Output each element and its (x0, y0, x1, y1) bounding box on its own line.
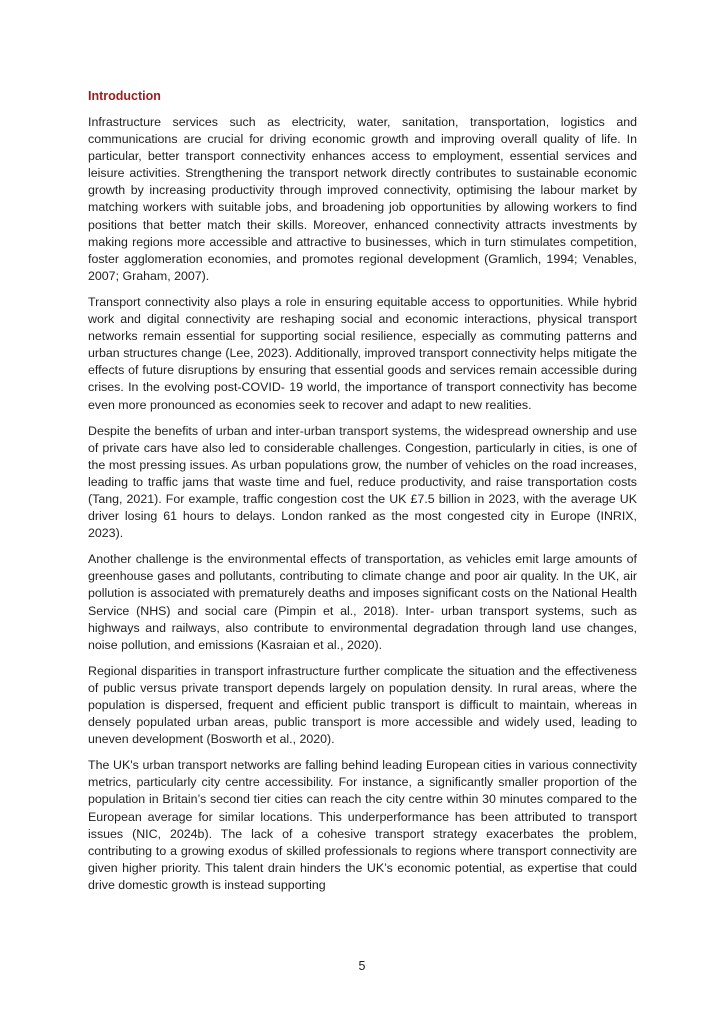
paragraph-2: Transport connectivity also plays a role in ensuring equitable access to opportunities. While hybrid work and digital connectivity are reshaping social and economic interactions, physical transport networks remain essential for supporting social resilience, especially as commuting patterns and urban structures change (Lee, 2023). Additionally, improved transport connectivity helps mitigate the effects of future disruptions by ensuring that essential goods and services remain accessible during crises. In the evolving post-COVID- 19 world, the importance of transport connectivity has become even more pronounced as economies seek to recover and adapt to new realities. (88, 294, 637, 412)
paragraph-1: Infrastructure services such as electricity, water, sanitation, transportation, logistics and communications are crucial for driving economic growth and improving overall quality of life. In particular, better transport connectivity enhances access to employment, essential services and leisure activities. Strengthening the transport network directly contributes to sustainable economic growth by increasing productivity through improved connectivity, optimising the labour market by matching workers with suitable jobs, and broadening job opportunities by allowing workers to find positions that better match their skills. Moreover, enhanced connectivity attracts investments by making regions more accessible and attractive to businesses, which in turn stimulates competition, foster agglomeration economies, and promotes regional development (Gramlich, 1994; Venables, 2007; Graham, 2007). (88, 115, 637, 283)
page-number: 5 (358, 959, 366, 973)
paragraph-6: The UK's urban transport networks are falling behind leading European cities in various connectivity metrics, particularly city centre accessibility. For instance, a significantly smaller proportion of the population in Britain’s second tier cities can reach the city centre within 30 minutes compared to the European average for similar locations. This underperformance has been attributed to transport issues (NIC, 2024b). The lack of a cohesive transport strategy exacerbates the problem, contributing to a growing exodus of skilled professionals to regions where transport connectivity are given higher priority. This talent drain hinders the UK’s economic potential, as expertise that could drive domestic growth is instead supporting (88, 758, 637, 892)
section-heading: Introduction (88, 89, 161, 103)
paragraph-4: Another challenge is the environmental effects of transportation, as vehicles emit large amounts of greenhouse gases and pollutants, contributing to climate change and poor air quality. In the UK, air pollution is associated with prematurely deaths and imposes significant costs on the National Health Service (NHS) and social care (Pimpin et al., 2018). Inter- urban transport systems, such as highways and railways, also contribute to environmental degradation through land use changes, noise pollution, and emissions (Kasraian et al., 2020). (88, 552, 637, 652)
paragraph-3: Despite the benefits of urban and inter-urban transport systems, the widespread ownership and use of private cars have also led to considerable challenges. Congestion, particularly in cities, is one of the most pressing issues. As urban populations grow, the number of vehicles on the road increases, leading to traffic jams that waste time and fuel, reduce productivity, and raise transportation costs (Tang, 2021). For example, traffic congestion cost the UK £7.5 billion in 2023, with the average UK driver losing 61 hours to delays. London ranked as the most congested city in Europe (INRIX, 2023). (88, 423, 637, 541)
paragraph-5: Regional disparities in transport infrastructure further complicate the situation and the effectiveness of public versus private transport depends largely on population density. In rural areas, where the population is dispersed, frequent and efficient public transport is difficult to maintain, whereas in densely populated urban areas, public transport is more accessible and widely used, leading to uneven development (Bosworth et al., 2020). (88, 663, 637, 747)
page-content (88, 88, 637, 903)
